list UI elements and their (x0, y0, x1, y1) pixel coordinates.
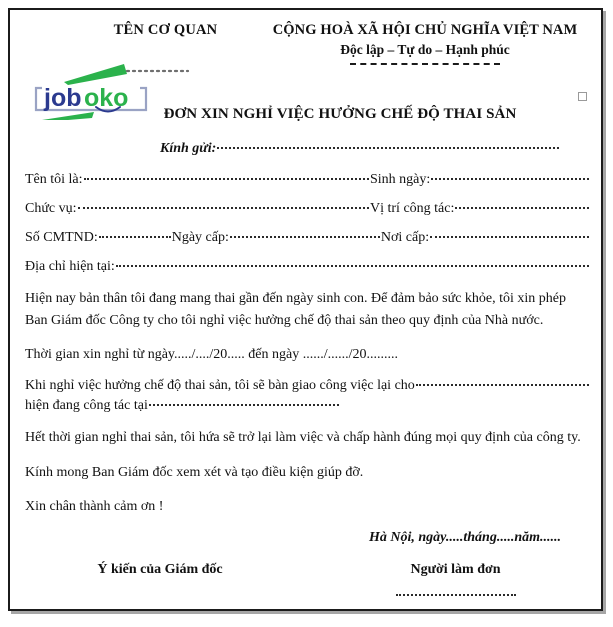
logo-text-job: job (44, 84, 82, 112)
leave-period-paragraph: Thời gian xin nghỉ từ ngày...../..../20..... đến ngày ....../....../20......... (25, 347, 398, 363)
recipient-input-leader[interactable] (217, 147, 559, 149)
name-field (25, 172, 370, 188)
national-heading (260, 22, 590, 65)
signature-date-line: Hà Nội, ngày.....tháng.....năm...... (368, 530, 561, 545)
nation-motto: Độc lập – Tự do – Hạnh phúc (340, 42, 510, 57)
name-input-leader[interactable] (84, 178, 369, 180)
birthday-input-leader[interactable] (431, 178, 589, 180)
issue-place-input-leader[interactable] (430, 236, 589, 238)
applicant-signature-block (310, 562, 601, 596)
request-paragraph: Kính mong Ban Giám đốc xem xét và tạo điều kiện giúp đỡ. (25, 464, 364, 480)
handover-line (25, 378, 590, 394)
thanks-paragraph: Xin chân thành cảm ơn ! (25, 499, 164, 515)
recipient-label: Kính gửi: (160, 141, 217, 156)
handover-workplace-prefix: hiện đang công tác tại (25, 398, 148, 414)
logo-text-oko: oko (84, 84, 129, 112)
address-row (25, 259, 590, 275)
id-number-input-leader[interactable] (99, 236, 171, 238)
work-position-field (370, 201, 590, 217)
address-label: Địa chỉ hiện tại: (25, 259, 115, 274)
motto-divider (350, 63, 500, 65)
handover-input-leader[interactable] (416, 384, 589, 386)
page-corner-marker (578, 92, 587, 101)
name-birthday-row (25, 172, 590, 188)
nation-title: CỘNG HOÀ XÃ HỘI CHỦ NGHĨA VIỆT NAM (272, 22, 578, 38)
applicant-signature-line[interactable] (396, 594, 516, 596)
handover-prefix: Khi nghỉ việc hưởng chế độ thai sản, tôi sẽ bàn giao công việc lại cho (25, 378, 415, 394)
birthday-label: Sinh ngày: (370, 172, 431, 187)
address-input-leader[interactable] (116, 265, 589, 267)
document-page (8, 8, 603, 611)
position-worksite-row (25, 201, 590, 217)
issue-date-label: Ngày cấp: (171, 230, 229, 245)
document-body (25, 172, 590, 531)
logo-upper-wedge-icon (64, 64, 127, 85)
position-label: Chức vụ: (25, 201, 77, 216)
director-signature-block (10, 562, 310, 596)
name-label: Tên tôi là: (25, 172, 83, 187)
logo-lower-swoosh-icon (42, 112, 94, 120)
handover-workplace-line (25, 398, 590, 414)
organization-name: TÊN CƠ QUAN (113, 22, 218, 38)
issue-date-input-leader[interactable] (230, 236, 380, 238)
position-field (25, 201, 370, 217)
applicant-label: Người làm đơn (410, 562, 501, 577)
recipient-line (160, 141, 560, 157)
reason-paragraph: Hiện nay bản thân tôi đang mang thai gần đến ngày sinh con. Để đảm bảo sức khỏe, tôi xin phép Ban Giám đốc Công ty cho tôi nghỉ việc hưởng chế độ thai sản theo quy định của Nhà nước. (25, 291, 567, 328)
issue-place-label: Nơi cấp: (380, 230, 430, 245)
handover-workplace-input-leader[interactable] (149, 404, 339, 406)
document-title: ĐƠN XIN NGHỈ VIỆC HƯỞNG CHẾ ĐỘ THAI SẢN (163, 106, 517, 122)
work-position-input-leader[interactable] (455, 207, 589, 209)
birthday-field (370, 172, 590, 188)
director-label: Ý kiến của Giám đốc (97, 562, 223, 577)
work-position-label: Vị trí công tác: (370, 201, 455, 216)
id-card-row (25, 230, 590, 246)
id-number-label: Số CMTND: (25, 230, 98, 245)
return-promise-paragraph: Hết thời gian nghỉ thai sản, tôi hứa sẽ trở lại làm việc và chấp hành đúng mọi quy định của công ty. (25, 430, 581, 446)
position-input-leader[interactable] (78, 207, 369, 209)
signature-columns (10, 562, 601, 596)
